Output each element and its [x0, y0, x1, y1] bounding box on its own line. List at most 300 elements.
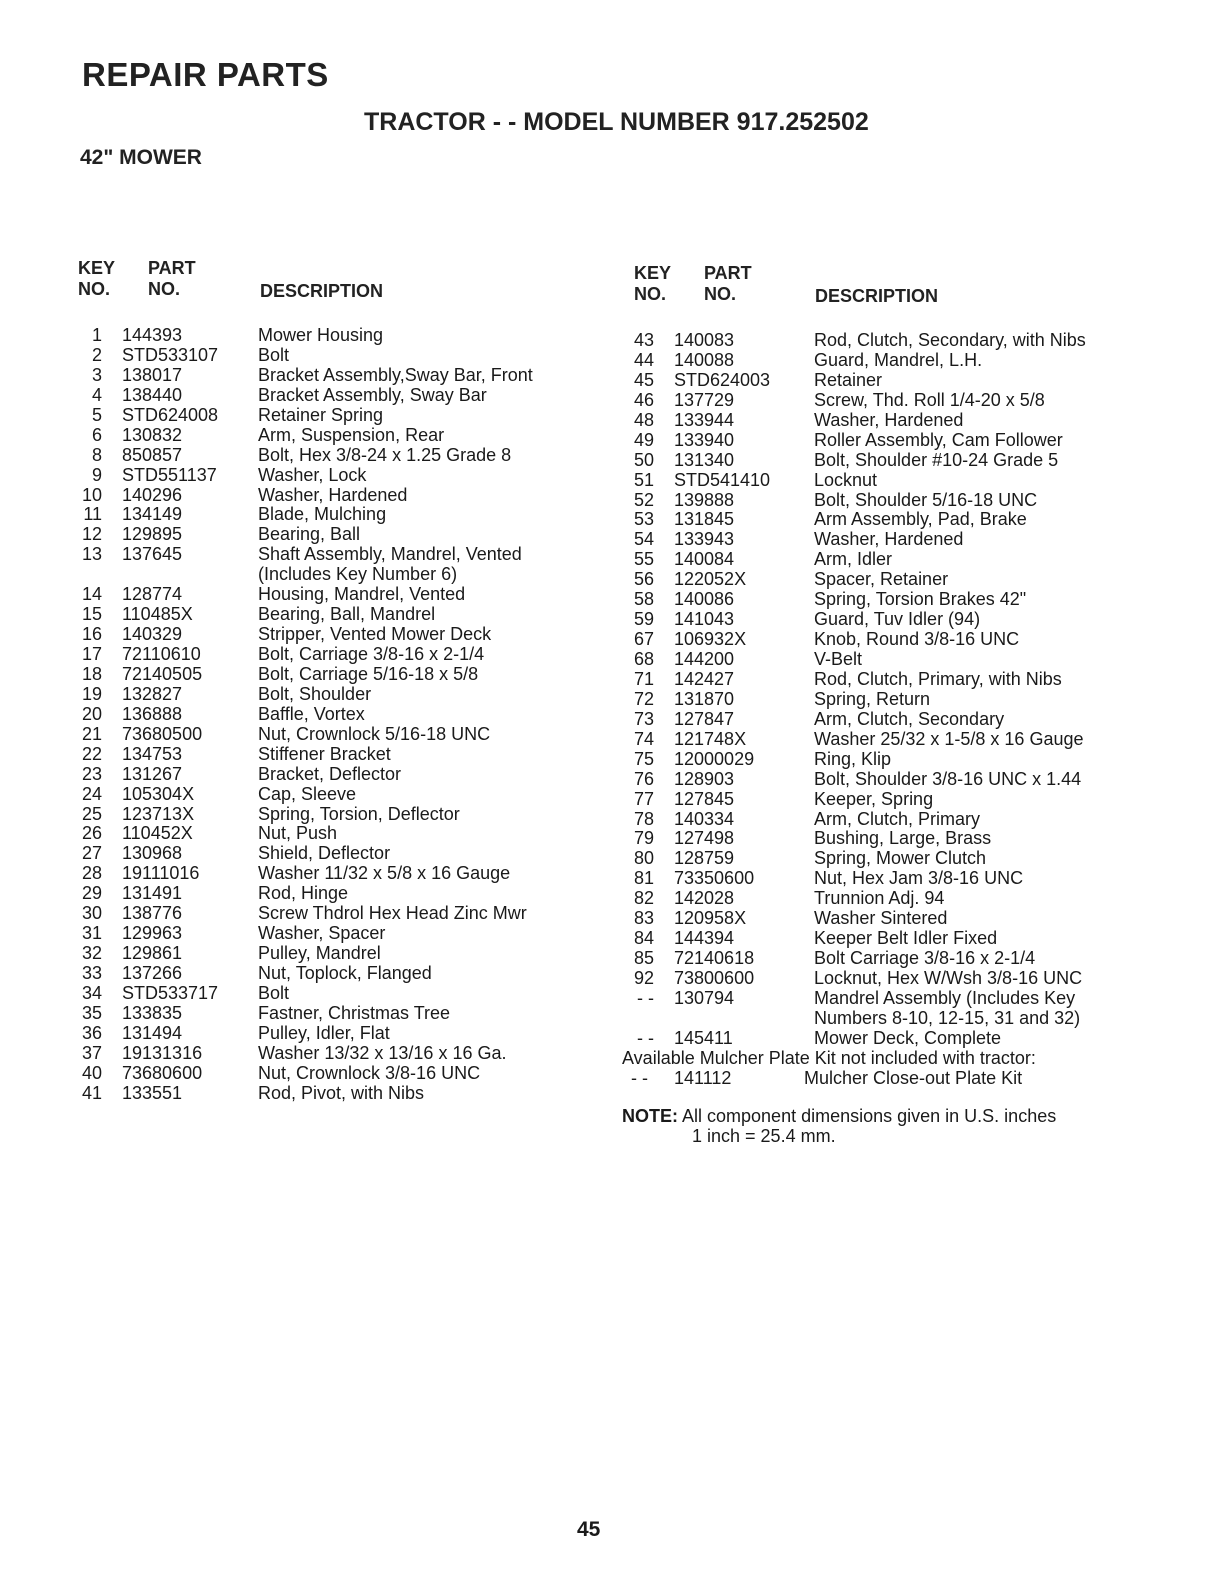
part-description: Knob, Round 3/8-16 UNC	[814, 629, 1020, 650]
part-description: Mower Housing	[258, 325, 384, 345]
part-number: 129895	[122, 524, 183, 545]
part-row	[628, 630, 1188, 650]
part-number: 141112	[674, 1068, 732, 1088]
part-number: 128903	[674, 768, 735, 789]
part-row	[628, 590, 1188, 610]
part-description: Rod, Clutch, Primary, with Nibs	[814, 668, 1062, 689]
part-number: 129861	[122, 943, 183, 964]
part-description: Mandrel Assembly (Includes Key Numbers 8-10, 12-15, 31 and 32)	[814, 987, 1081, 1028]
part-description: Bolt, Carriage 5/16-18 x 5/8	[258, 663, 479, 684]
part-row	[76, 665, 596, 685]
part-description: Screw Thdrol Hex Head Zinc Mwr	[258, 903, 527, 924]
part-description: Rod, Hinge	[258, 883, 349, 904]
key-number: 77	[633, 788, 654, 809]
part-number: 138776	[122, 903, 183, 924]
page-title: REPAIR PARTS	[82, 56, 329, 93]
part-number: 127847	[674, 708, 735, 729]
part-number: 140086	[674, 589, 735, 610]
part-number: 142028	[674, 888, 735, 909]
part-row	[76, 605, 596, 625]
part-description: Bolt, Shoulder 5/16-18 UNC	[814, 489, 1038, 510]
part-description: Washer, Hardened	[814, 529, 964, 550]
part-number: 130794	[674, 987, 735, 1008]
key-number: 48	[633, 409, 654, 430]
part-description: Bracket, Deflector	[258, 763, 402, 784]
part-number: 128759	[674, 848, 735, 869]
part-number: 133551	[122, 1082, 183, 1103]
part-number: 140084	[674, 549, 735, 570]
key-number: - -	[631, 1068, 648, 1088]
key-number: 78	[633, 808, 654, 829]
part-row	[76, 745, 596, 765]
part-description: Blade, Mulching	[258, 504, 387, 525]
key-number: 68	[633, 649, 654, 669]
key-number: 72	[633, 688, 654, 709]
key-number: 82	[633, 888, 654, 909]
part-number: 144200	[674, 649, 735, 669]
part-number: 120958X	[674, 908, 747, 929]
key-number: 25	[81, 803, 102, 824]
part-row	[628, 550, 1188, 570]
key-number: 8	[91, 444, 102, 465]
part-row	[628, 670, 1188, 690]
part-row	[628, 331, 1188, 351]
part-description: Washer, Hardened	[814, 409, 964, 430]
note-line-1: All component dimensions given in U.S. inches	[682, 1106, 1057, 1126]
note-line-2: 1 inch = 25.4 mm.	[692, 1126, 836, 1146]
part-description: Shield, Deflector	[258, 843, 391, 864]
part-row	[76, 725, 596, 745]
part-description: Guard, Mandrel, L.H.	[814, 349, 983, 370]
part-number: 133943	[674, 529, 735, 550]
key-number: 26	[81, 823, 102, 844]
part-number: 132827	[122, 683, 183, 704]
part-description: Bracket Assembly,Sway Bar, Front	[258, 364, 533, 385]
key-number: 20	[81, 703, 102, 724]
part-row	[628, 451, 1188, 471]
part-number: 73680600	[122, 1062, 203, 1083]
part-description: Washer, Spacer	[258, 923, 386, 944]
part-description: Keeper, Spring	[814, 788, 934, 809]
key-number: 53	[633, 509, 654, 530]
part-row	[76, 346, 596, 366]
key-number: 83	[633, 908, 654, 929]
part-row	[76, 765, 596, 785]
key-number: 13	[81, 544, 102, 565]
part-row	[76, 446, 596, 466]
key-number: 54	[633, 529, 654, 550]
part-description: Spring, Mower Clutch	[814, 848, 987, 869]
part-description: Nut, Crownlock 5/16-18 UNC	[258, 723, 491, 744]
part-number: 106932X	[674, 629, 747, 650]
part-description: Bolt	[258, 344, 290, 365]
part-description: Spring, Torsion, Deflector	[258, 803, 460, 824]
part-row	[76, 844, 596, 864]
part-row	[628, 351, 1188, 371]
part-description: Shaft Assembly, Mandrel, Vented (Includes Key Number 6)	[258, 544, 522, 585]
part-row	[76, 1024, 596, 1044]
part-row	[76, 944, 596, 964]
key-number: 2	[91, 344, 102, 365]
part-number: 73680500	[122, 723, 203, 744]
right-header-part: PART NO.	[704, 263, 752, 304]
left-header-key: KEY NO.	[78, 258, 116, 299]
part-row	[628, 989, 1188, 1029]
part-row	[628, 371, 1188, 391]
part-row	[628, 750, 1188, 770]
part-description: Arm, Clutch, Secondary	[814, 708, 1005, 729]
part-description: Mower Deck, Complete	[814, 1027, 1002, 1048]
key-number: 50	[633, 449, 654, 470]
part-description: Bracket Assembly, Sway Bar	[258, 384, 487, 405]
part-number: 19111016	[122, 863, 200, 884]
part-description: Pulley, Idler, Flat	[258, 1022, 390, 1043]
part-number: 127845	[674, 788, 735, 809]
key-number: 75	[633, 748, 654, 769]
left-parts-list	[76, 326, 596, 1104]
part-row	[76, 1044, 596, 1064]
part-number: 131845	[674, 509, 735, 530]
part-number: 110485X	[122, 604, 193, 625]
part-description: Retainer	[814, 369, 883, 390]
note-label: NOTE:	[622, 1106, 678, 1126]
key-number: 35	[81, 1002, 102, 1023]
key-number: 22	[81, 743, 102, 764]
key-number: 24	[81, 783, 102, 804]
part-description: Washer 11/32 x 5/8 x 16 Gauge	[258, 863, 511, 884]
part-description: Stiffener Bracket	[258, 743, 391, 764]
part-number: 140334	[674, 808, 735, 829]
right-parts-list	[628, 331, 1188, 1049]
key-number: 29	[81, 883, 102, 904]
key-number: 80	[633, 848, 654, 869]
note	[622, 1106, 1057, 1146]
part-row	[628, 710, 1188, 730]
key-number: 71	[633, 668, 654, 689]
part-number: 138440	[122, 384, 183, 405]
part-description: Trunnion Adj. 94	[814, 888, 945, 909]
key-number: 4	[91, 384, 102, 405]
part-description: Arm, Clutch, Primary	[814, 808, 981, 829]
part-row	[628, 770, 1188, 790]
key-number: 58	[633, 589, 654, 610]
part-row	[76, 406, 596, 426]
part-description: Bolt, Shoulder	[258, 683, 372, 704]
part-number: 73800600	[674, 968, 755, 988]
key-number: 33	[81, 963, 102, 984]
part-description: Washer, Lock	[258, 464, 367, 485]
part-description: Spring, Return	[814, 688, 931, 709]
part-row	[628, 790, 1188, 810]
part-description: Guard, Tuv Idler (94)	[814, 609, 981, 630]
part-number: 72140505	[122, 663, 203, 684]
key-number: - -	[637, 987, 654, 1008]
part-row	[76, 904, 596, 924]
part-description: Arm, Idler	[814, 549, 893, 570]
part-number: 145411	[674, 1027, 733, 1048]
part-description: Arm Assembly, Pad, Brake	[814, 509, 1027, 530]
part-number: 131267	[122, 763, 183, 784]
part-description: Bolt, Shoulder 3/8-16 UNC x 1.44	[814, 768, 1082, 789]
part-row	[76, 924, 596, 944]
part-description: Housing, Mandrel, Vented	[258, 584, 466, 605]
part-number: 131870	[674, 688, 735, 709]
part-number: STD541410	[674, 469, 771, 490]
part-row	[628, 969, 1188, 989]
key-number: 52	[633, 489, 654, 510]
part-row	[76, 685, 596, 705]
part-row	[76, 805, 596, 825]
key-number: 21	[81, 723, 102, 744]
part-row	[628, 610, 1188, 630]
part-number: STD533717	[122, 982, 219, 1003]
part-description: Spring, Torsion Brakes 42"	[814, 589, 1027, 610]
part-description: Rod, Clutch, Secondary, with Nibs	[814, 330, 1086, 350]
part-number: 142427	[674, 668, 735, 689]
part-row	[628, 1029, 1188, 1049]
part-number: 137266	[122, 963, 183, 984]
key-number: 92	[633, 968, 654, 988]
part-number: 140329	[122, 624, 183, 645]
part-row	[76, 426, 596, 446]
key-number: 81	[633, 868, 654, 889]
part-number: 105304X	[122, 783, 195, 804]
part-number: STD551137	[122, 464, 217, 485]
part-row	[628, 909, 1188, 929]
key-number: 14	[81, 584, 102, 605]
part-number: 19131316	[122, 1042, 203, 1063]
key-number: 49	[633, 429, 654, 450]
part-description: Washer 25/32 x 1-5/8 x 16 Gauge	[814, 728, 1084, 749]
part-row	[628, 491, 1188, 511]
kit-row	[622, 1069, 1182, 1089]
part-number: 131491	[122, 883, 183, 904]
part-row	[628, 829, 1188, 849]
part-number: 140088	[674, 349, 735, 370]
part-row	[628, 929, 1188, 949]
page-number: 45	[577, 1518, 601, 1541]
part-number: STD624003	[674, 369, 771, 390]
part-row	[76, 505, 596, 525]
key-number: 11	[83, 504, 102, 525]
key-number: 3	[91, 364, 102, 385]
key-number: 10	[81, 484, 102, 505]
part-number: 850857	[122, 444, 183, 465]
part-number: 133835	[122, 1002, 183, 1023]
part-description: Washer, Hardened	[258, 484, 408, 505]
part-row	[628, 730, 1188, 750]
part-number: 72140618	[674, 948, 755, 969]
part-row	[76, 984, 596, 1004]
part-description: Bushing, Large, Brass	[814, 828, 992, 849]
part-description: Nut, Hex Jam 3/8-16 UNC	[814, 868, 1024, 889]
key-number: 30	[81, 903, 102, 924]
key-number: 15	[81, 604, 102, 625]
part-description: Bearing, Ball, Mandrel	[258, 604, 436, 625]
key-number: 59	[633, 609, 654, 630]
part-description: Locknut, Hex W/Wsh 3/8-16 UNC	[814, 968, 1083, 988]
part-row	[628, 530, 1188, 550]
key-number: 43	[633, 330, 654, 350]
key-number: 74	[633, 728, 654, 749]
part-description: Nut, Push	[258, 823, 338, 844]
part-description: Arm, Suspension, Rear	[258, 424, 445, 445]
part-description: Bolt, Carriage 3/8-16 x 2-1/4	[258, 644, 485, 665]
part-number: 122052X	[674, 569, 747, 590]
right-header-description: DESCRIPTION	[815, 286, 939, 306]
key-number: 18	[81, 663, 102, 684]
part-description: Fastner, Christmas Tree	[258, 1002, 451, 1023]
part-row	[76, 366, 596, 386]
key-number: 36	[81, 1022, 102, 1043]
part-number: 137645	[122, 544, 183, 565]
part-row	[628, 411, 1188, 431]
part-description: Bolt Carriage 3/8-16 x 2-1/4	[814, 948, 1036, 969]
part-row	[76, 705, 596, 725]
key-number: 46	[633, 389, 654, 410]
part-row	[76, 525, 596, 545]
part-row	[76, 884, 596, 904]
part-number: 129963	[122, 923, 183, 944]
part-description: Nut, Toplock, Flanged	[258, 963, 432, 984]
part-row	[76, 864, 596, 884]
key-number: 23	[81, 763, 102, 784]
part-description: Locknut	[814, 469, 878, 490]
part-number: 72110610	[122, 644, 201, 665]
key-number: 9	[91, 464, 102, 485]
part-description: Spacer, Retainer	[814, 569, 949, 590]
part-row	[76, 466, 596, 486]
part-description: Bearing, Ball	[258, 524, 361, 545]
part-number: 134149	[122, 504, 183, 525]
part-number: 136888	[122, 703, 183, 724]
part-description: Bolt, Hex 3/8-24 x 1.25 Grade 8	[258, 444, 512, 465]
key-number: 41	[81, 1082, 102, 1103]
part-row	[76, 1084, 596, 1104]
part-number: 121748X	[674, 728, 747, 749]
key-number: 19	[81, 683, 102, 704]
key-number: 5	[91, 404, 102, 425]
key-number: 40	[81, 1062, 102, 1083]
key-number: 44	[633, 349, 654, 370]
part-row	[628, 690, 1188, 710]
part-number: 141043	[674, 609, 735, 630]
part-number: 144393	[122, 325, 183, 345]
part-description: Bolt	[258, 982, 290, 1003]
part-number: 138017	[122, 364, 183, 385]
part-number: 130968	[122, 843, 183, 864]
part-row	[76, 585, 596, 605]
part-row	[76, 545, 596, 585]
part-row	[76, 785, 596, 805]
key-number: 12	[81, 524, 102, 545]
part-number: 123713X	[122, 803, 195, 824]
part-number: 12000029	[674, 748, 755, 769]
part-row	[76, 625, 596, 645]
part-row	[628, 650, 1188, 670]
part-description: Nut, Crownlock 3/8-16 UNC	[258, 1062, 481, 1083]
part-row	[76, 964, 596, 984]
part-row	[76, 486, 596, 506]
part-description: V-Belt	[814, 649, 863, 669]
part-row	[628, 391, 1188, 411]
part-description: Washer Sintered	[814, 908, 948, 929]
key-number: 85	[633, 948, 654, 969]
key-number: 79	[633, 828, 654, 849]
left-header-description: DESCRIPTION	[260, 281, 384, 301]
part-number: 127498	[674, 828, 735, 849]
part-number: 144394	[674, 928, 735, 949]
part-description: Stripper, Vented Mower Deck	[258, 624, 492, 645]
key-number: 45	[633, 369, 654, 390]
key-number: 17	[81, 644, 102, 665]
key-number: 31	[81, 923, 102, 944]
key-number: 55	[633, 549, 654, 570]
part-description: Bolt, Shoulder #10-24 Grade 5	[814, 449, 1059, 470]
key-number: 6	[91, 424, 102, 445]
part-row	[628, 810, 1188, 830]
key-number: - -	[637, 1027, 654, 1048]
key-number: 84	[633, 928, 654, 949]
part-row	[628, 869, 1188, 889]
part-description: Washer 13/32 x 13/16 x 16 Ga.	[258, 1042, 507, 1063]
right-header-key: KEY NO.	[634, 263, 672, 304]
part-row	[628, 471, 1188, 491]
part-row	[76, 1064, 596, 1084]
part-number: 133940	[674, 429, 735, 450]
key-number: 1	[91, 325, 102, 345]
key-number: 28	[81, 863, 102, 884]
part-number: STD533107	[122, 344, 219, 365]
kit-parts-list	[622, 1069, 1182, 1089]
part-description: Roller Assembly, Cam Follower	[814, 429, 1063, 450]
key-number: 51	[633, 469, 654, 490]
part-description: Screw, Thd. Roll 1/4-20 x 5/8	[814, 389, 1045, 410]
part-description: Ring, Klip	[814, 748, 892, 769]
part-number: 140296	[122, 484, 183, 505]
model-title: TRACTOR - - MODEL NUMBER 917.252502	[364, 108, 869, 136]
part-description: Cap, Sleeve	[258, 783, 357, 804]
part-row	[628, 570, 1188, 590]
part-row	[76, 326, 596, 346]
key-number: 56	[633, 569, 654, 590]
section-title: 42" MOWER	[80, 146, 202, 169]
part-row	[628, 510, 1188, 530]
part-number: 131340	[674, 449, 735, 470]
part-description: Mulcher Close-out Plate Kit	[804, 1068, 1023, 1088]
part-row	[628, 431, 1188, 451]
part-row	[628, 849, 1188, 869]
part-number: 140083	[674, 330, 735, 350]
part-description: Retainer Spring	[258, 404, 384, 425]
part-number: 130832	[122, 424, 183, 445]
part-row	[628, 889, 1188, 909]
part-row	[76, 645, 596, 665]
part-number: 128774	[122, 584, 183, 605]
part-number: 134753	[122, 743, 183, 764]
key-number: 34	[81, 982, 102, 1003]
part-number: 73350600	[674, 868, 755, 889]
part-description: Baffle, Vortex	[258, 703, 365, 724]
key-number: 37	[81, 1042, 102, 1063]
left-header-part: PART NO.	[148, 258, 196, 299]
part-number: 139888	[674, 489, 735, 510]
part-description: Rod, Pivot, with Nibs	[258, 1082, 425, 1103]
part-number: 133944	[674, 409, 735, 430]
part-row	[76, 386, 596, 406]
part-row	[76, 1004, 596, 1024]
key-number: 67	[633, 629, 654, 650]
